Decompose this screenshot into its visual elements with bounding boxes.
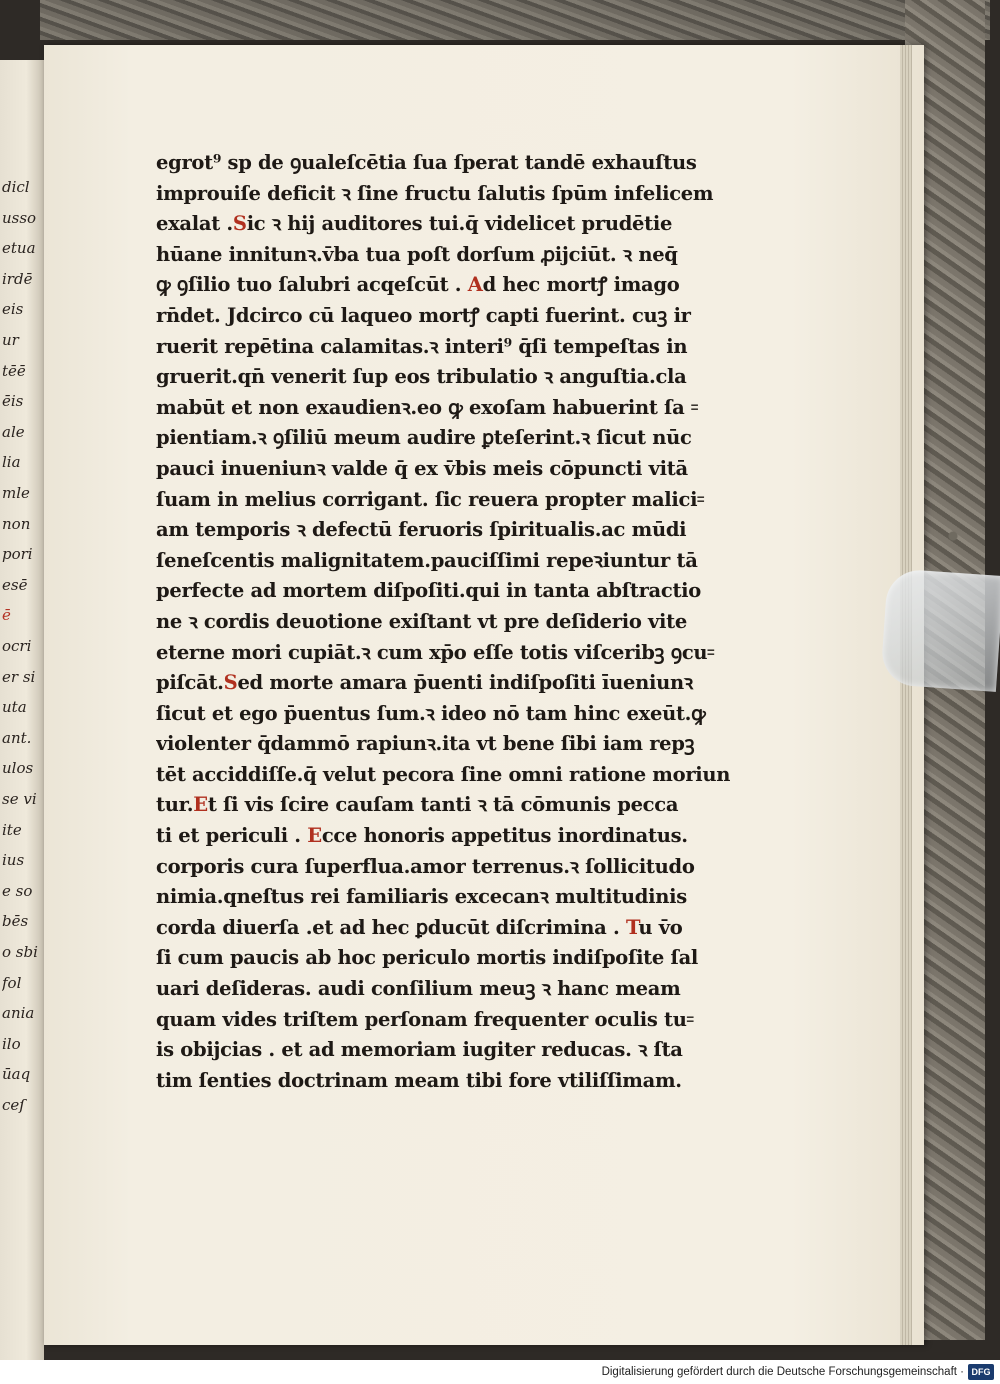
text-line [156, 332, 768, 363]
funding-credit: Digitalisierung gefördert durch die Deutsche Forschungsgemeinschaft · [601, 1366, 964, 1378]
rubricated-initial: A [467, 273, 483, 297]
left-page-fragment: uta [2, 698, 27, 717]
left-page-fragment: pori [2, 545, 33, 564]
text-line [156, 1005, 768, 1036]
text-segment: cce honoris appetitus inordinatus. [321, 824, 688, 848]
cover-board-top [40, 0, 990, 40]
text-line [156, 423, 768, 454]
left-page-fragment: ceſ [2, 1096, 25, 1114]
text-line [156, 882, 768, 913]
text-line [156, 821, 768, 852]
text-segment: am temporis ꝛ defectū feruoris ſpiritualis.ac mūdi [156, 518, 687, 542]
rubricated-initial: S [223, 671, 238, 695]
text-segment: ti et periculi . [156, 824, 308, 848]
text-line [156, 607, 768, 638]
left-page-fragment: non [2, 514, 31, 533]
text-segment: violenter q̄dammō rapiunꝛ.ita vt bene ſibi iam repꝫ [156, 732, 695, 756]
text-segment: ne ꝛ cordis deuotione exiſtant vt pre deſiderio vite [156, 609, 687, 633]
text-line [156, 148, 768, 179]
text-segment: d hec mortꝭ imago [482, 273, 680, 297]
rubricated-initial: E [193, 793, 208, 817]
text-line [156, 760, 768, 791]
left-page-fragment: ite [2, 820, 22, 839]
text-segment: pauci inueniunꝛ valde q̄ ex v̄bis meis cōpuncti vitā [156, 456, 688, 480]
left-page-fragment: usso [2, 208, 37, 227]
left-page-fragment: ē [2, 606, 11, 625]
text-line [156, 638, 768, 669]
rubricated-initial: S [232, 212, 247, 236]
text-segment: improuiſe deficit ꝛ ſine fructu ſalutis ſpūm infelicem [156, 181, 714, 205]
text-segment: quam vides triſtem perſonam frequenter oculis tu꞊ [156, 1007, 694, 1031]
rubricated-initial: E [307, 824, 322, 848]
left-page-fragment: ur [2, 331, 19, 349]
text-line [156, 179, 768, 210]
text-segment: corporis cura ſuperflua.amor terrenus.ꝛ ſollicitudo [156, 854, 695, 878]
left-page-fragment: lia [2, 453, 21, 472]
text-line [156, 1066, 768, 1097]
text-segment: eterne mori cupiāt.ꝛ cum xp̄o eſſe totis viſceribꝫ ꝯcu꞊ [156, 640, 715, 664]
left-page-fragment: o sbi [2, 943, 38, 961]
rubricated-initial: T [625, 915, 639, 939]
text-segment: hūane innitunꝛ.v̄ba tua poſt dorſum ꝓijciūt. ꝛ neq̄ [156, 242, 678, 266]
page-holder-clip [880, 568, 1000, 692]
text-segment: rn̄det. Jdcirco cū laqueo mortꝭ capti fuerint. cuꝫ ir [156, 303, 691, 327]
text-line [156, 913, 768, 944]
text-segment: is obijcias . et ad memoriam iugiter reducas. ꝛ ſta [156, 1038, 683, 1062]
left-page-fragment: dicl [2, 178, 30, 196]
left-page-fragment: mle [2, 484, 30, 502]
left-page-fragment: er si [2, 667, 36, 686]
text-line [156, 576, 768, 607]
printed-text-block [156, 148, 768, 1096]
text-line [156, 270, 768, 301]
text-line [156, 240, 768, 271]
text-segment: t ſi vis ſcire cauſam tanti ꝛ tā cōmunis pecca [207, 793, 679, 817]
left-page-fragment: se vi [2, 790, 37, 808]
left-page-fragment: fol [2, 973, 22, 992]
text-segment: perfecte ad mortem diſpoſiti.qui in tanta abſtractio [156, 579, 701, 603]
left-page-fragment: ania [2, 1004, 35, 1023]
text-line [156, 699, 768, 730]
text-segment: tur. [156, 793, 194, 817]
left-page-fragment: ant. [2, 728, 32, 747]
left-page-fragment: ūaq [2, 1065, 31, 1084]
text-line [156, 546, 768, 577]
left-page-fragment: ulos [2, 759, 34, 778]
left-page-fragment: etua [2, 239, 36, 258]
page-stack-edge [900, 45, 912, 1345]
text-segment: ſi cum paucis ab hoc periculo mortis indiſpoſite ſal [156, 946, 699, 970]
digitization-footer [0, 1360, 1000, 1384]
text-line [156, 974, 768, 1005]
text-line [156, 852, 768, 883]
left-page-edge [0, 60, 44, 1360]
text-line [156, 209, 768, 240]
text-segment: uari deſideras. audi conſilium meuꝫ ꝛ hanc meam [156, 977, 681, 1001]
text-line [156, 729, 768, 760]
left-page-fragment: irdē [2, 269, 33, 288]
left-page-fragment: ius [2, 851, 25, 870]
text-line [156, 1035, 768, 1066]
text-segment: corda diuerſa .et ad hec ꝑducūt diſcrimina . [156, 915, 626, 939]
text-line [156, 943, 768, 974]
left-page-fragment: ēis [2, 392, 24, 411]
text-segment: exalat . [156, 212, 233, 236]
left-page-fragment: tēē [2, 361, 26, 380]
text-line [156, 515, 768, 546]
text-line [156, 393, 768, 424]
text-segment: tēt acciddiſſe.q̄ velut pecora ſine omni ratione moriun [156, 762, 731, 786]
text-segment: gruerit.qn̄ venerit ſup eos tribulatio ꝛ anguſtia.cla [156, 365, 687, 389]
text-segment: u v̄o [638, 915, 683, 939]
text-segment: ed morte amara p̄uenti indiſpoſiti īueniunꝛ [237, 671, 693, 695]
text-segment: ꝙ ꝯſilio tuo ſalubri acqeſcūt . [156, 273, 468, 297]
text-line [156, 301, 768, 332]
text-segment: tim ſenties doctrinam meam tibi fore vtiliſſimam. [156, 1068, 682, 1092]
text-line [156, 668, 768, 699]
text-segment: ſeneſcentis malignitatem.pauciſſimi repeꝛiuntur tā [156, 548, 698, 572]
left-page-fragment: e so [2, 881, 33, 900]
text-segment: ſuam in melius corrigant. ſic reuera propter malici꞊ [156, 487, 705, 511]
left-page-fragment: ilo [2, 1034, 21, 1053]
left-page-fragment: esē [2, 575, 28, 594]
text-line [156, 790, 768, 821]
text-segment: mabūt et non exaudienꝛ.eo ꝙ exoſam habuerint ſa ꞊ [156, 395, 698, 419]
text-segment: ſicut et ego p̄uentus ſum.ꝛ ideo nō tam hinc exeūt.ꝙ [156, 701, 706, 725]
text-line [156, 362, 768, 393]
text-line [156, 454, 768, 485]
left-page-fragment: eis [2, 300, 24, 319]
text-segment: pientiam.ꝛ ꝯſiliū meum audire ꝑteſerint.ꝛ ſicut nūc [156, 426, 692, 450]
text-segment: piſcāt. [156, 671, 224, 695]
text-line [156, 485, 768, 516]
text-segment: ruerit repētina calamitas.ꝛ interi⁹ q̄ſi tempeſtas in [156, 334, 688, 358]
text-segment: egrot⁹ sp de ꝯualeſcētia ſua ſperat tandē exhauſtus [156, 151, 697, 174]
text-segment: nimia.qneſtus rei familiaris excecanꝛ multitudinis [156, 885, 687, 909]
left-page-fragment: ocri [2, 637, 32, 655]
left-page-fragment: bēs [2, 912, 29, 931]
dfg-logo-icon: DFG [968, 1364, 994, 1380]
text-segment: ic ꝛ hij auditores tui.q̄ videlicet prudētie [246, 212, 673, 236]
left-page-fragment: ale [2, 422, 25, 441]
